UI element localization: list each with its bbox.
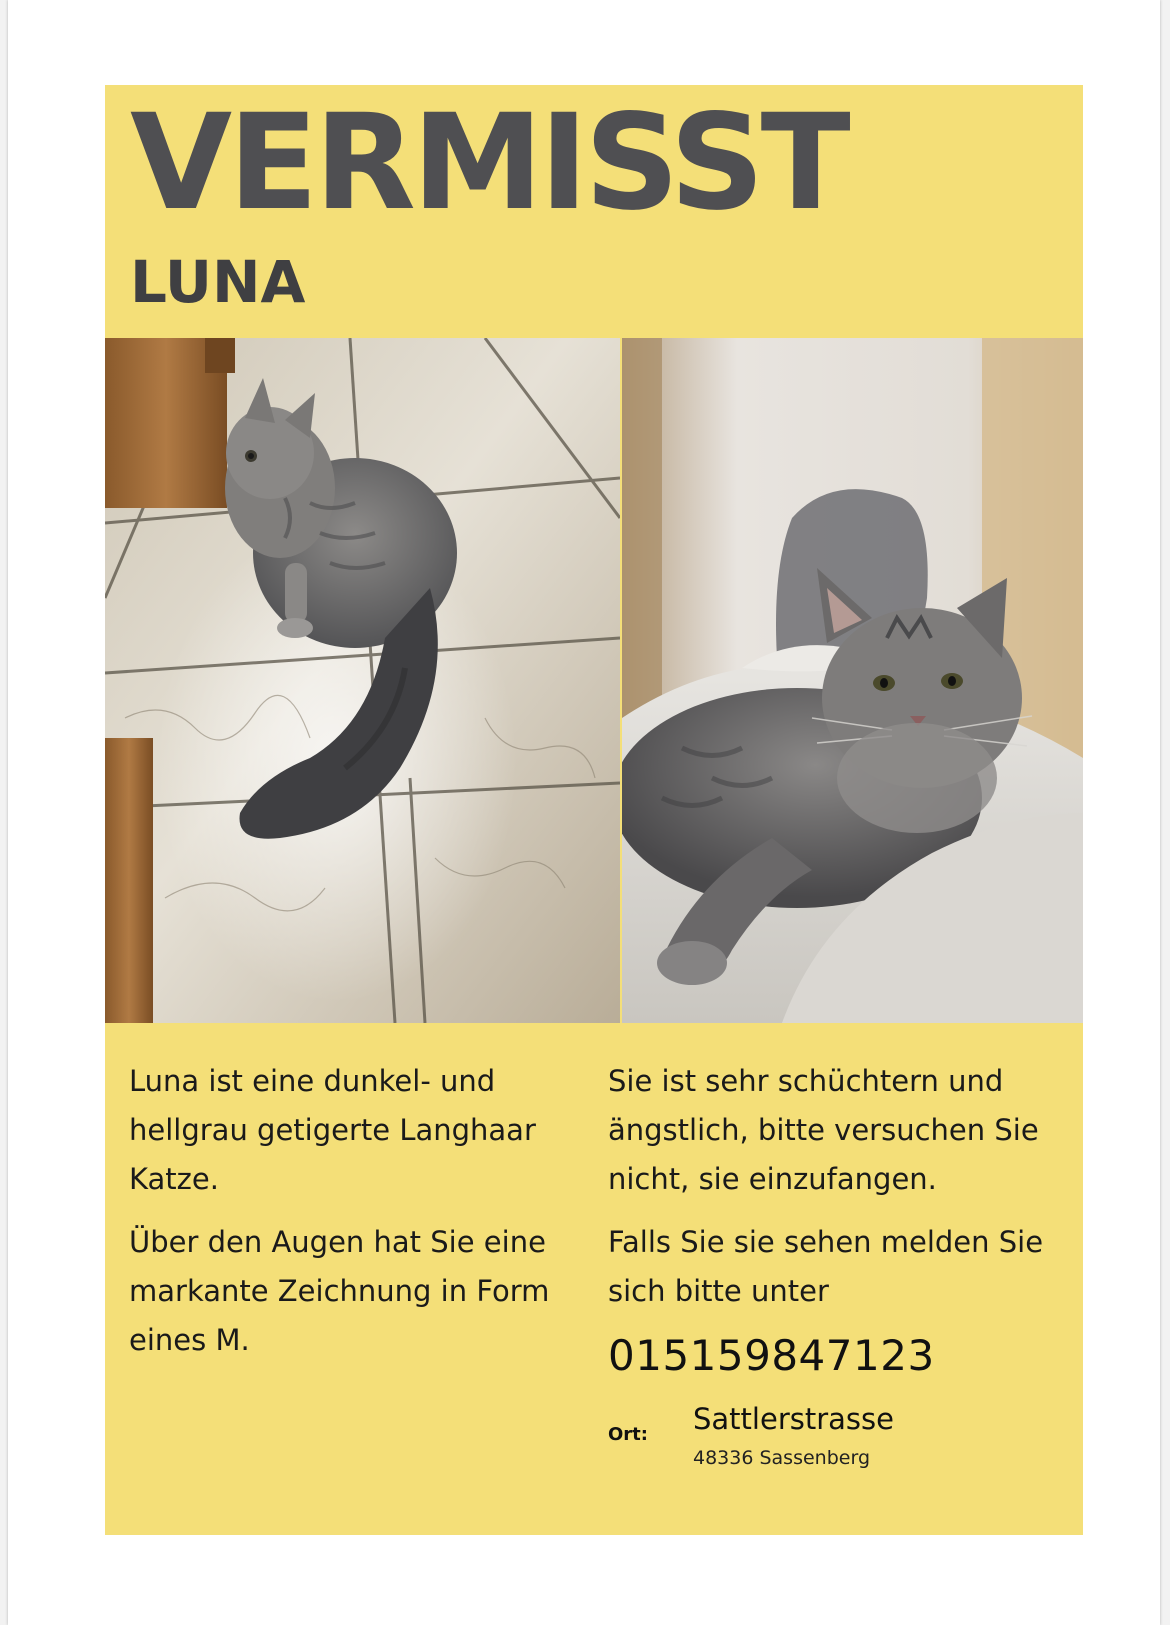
location-block — [608, 1400, 1073, 1480]
description-right — [608, 1057, 1073, 1480]
description-left — [129, 1057, 589, 1379]
headline: VERMISST — [130, 86, 847, 240]
location-city: 48336 Sassenberg — [693, 1447, 871, 1469]
document-page — [8, 0, 1160, 1625]
cat-name: LUNA — [130, 248, 306, 316]
phone-number: 015159847123 — [608, 1331, 935, 1380]
description-marking: Über den Augen hat Sie eine markante Zeichnung in Form eines M. — [129, 1225, 550, 1357]
contact-request: Falls Sie sie sehen melden Sie sich bitte unter — [608, 1225, 1044, 1308]
cat-on-bed-photo — [622, 338, 1083, 1023]
description-behavior: Sie ist sehr schüchtern und ängstlich, bitte versuchen Sie nicht, sie einzufangen. — [608, 1064, 1039, 1196]
missing-cat-poster — [105, 85, 1083, 1535]
cat-on-tile-floor-photo — [105, 338, 620, 1023]
location-label: Ort: — [608, 1424, 648, 1445]
location-street: Sattlerstrasse — [693, 1402, 894, 1436]
description-appearance: Luna ist eine dunkel- und hellgrau getigerte Langhaar Katze. — [129, 1064, 536, 1196]
